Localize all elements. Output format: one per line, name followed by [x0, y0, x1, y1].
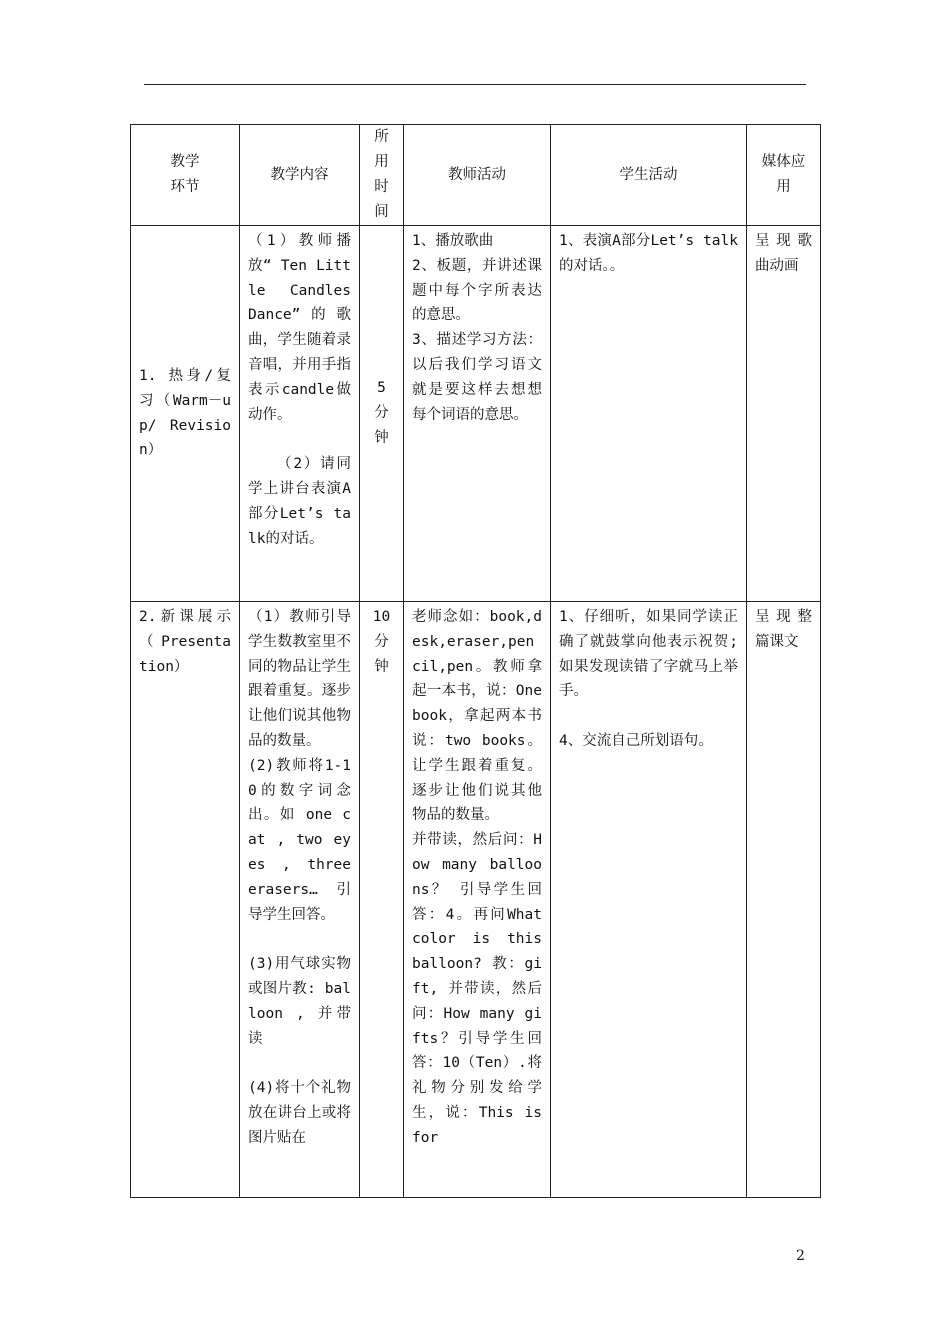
table-row: [131, 602, 821, 1198]
spacer: [248, 927, 351, 952]
table-row: [131, 226, 821, 602]
header-stage-line1: 教学: [170, 154, 200, 171]
header-rule: [144, 84, 806, 85]
header-media-line1: 媒体应: [761, 154, 806, 171]
row2-content-4: (4)将十个礼物放在讲台上或将图片贴在: [248, 1080, 351, 1146]
row1-stage-text: 1. 热身/复习（Warm－up/ Revision）: [139, 367, 231, 459]
header-time-3: 时: [374, 179, 389, 195]
row1-teacher-3: 3、描述学习方法：以后我们学习语文就是要这样去想想每个词语的意思。: [412, 332, 542, 423]
row2-content: [240, 602, 360, 1198]
header-time-4: 间: [374, 203, 389, 220]
header-student: [551, 125, 747, 226]
row1-content-2: （2）请同学上讲台表演A部分Let’s talk的对话。: [248, 456, 351, 547]
header-student-text: 学生活动: [619, 166, 678, 183]
row2-media-text: 呈现整篇课文: [755, 609, 812, 650]
row1-time-text: 5 分 钟: [374, 380, 389, 446]
header-content: [240, 125, 360, 226]
row2-content-1: （1）教师引导学生数教室里不同的物品让学生跟着重复。逐步让他们说其他物品的数量。: [248, 609, 351, 749]
lesson-plan-table: [130, 124, 821, 1198]
row2-teacher-1: 老师念如：book,desk,eraser,pencil,pen。教师拿起一本书，说：One book，拿起两本书说：two books。让学生跟着重复。逐步让他们说其他物品的数量。: [412, 609, 542, 824]
header-stage-line2: 环节: [170, 179, 200, 195]
row2-content-2: (2)教师将1-10的数字词念出。如 one cat , two eyes , three erasers… 引导学生回答。: [248, 757, 351, 923]
row1-teacher-2: 2、板题，并讲述课题中每个字所表达的意思。: [412, 257, 542, 324]
header-content-text: 教学内容: [270, 166, 329, 183]
row2-student: [551, 602, 747, 1198]
row1-content: [240, 226, 360, 602]
row1-teacher-1: 1、播放歌曲: [412, 233, 494, 249]
row1-content-1: （1）教师播放“ Ten Little Candles Dance”的歌曲，学生随着录音唱，并用手指表示candle做动作。: [248, 233, 351, 423]
row2-time-text: 10 分 钟: [372, 609, 391, 675]
header-media-line2: 用: [776, 179, 791, 195]
header-teacher-text: 教师活动: [448, 166, 506, 183]
table-header-row: [131, 125, 821, 226]
row2-teacher: [404, 602, 551, 1198]
header-time-2: 用: [374, 154, 389, 171]
page-number: 2: [796, 1248, 805, 1264]
row1-time: [360, 226, 404, 602]
header-teacher: [404, 125, 551, 226]
header-time-1: 所: [374, 129, 389, 146]
row1-teacher: [404, 226, 551, 602]
row2-media: [747, 602, 821, 1198]
row1-student: [551, 226, 747, 602]
spacer: [248, 427, 351, 452]
header-media: [747, 125, 821, 226]
row2-student-2: 4、交流自己所划语句。: [559, 732, 713, 749]
row2-teacher-2: 并带读，然后问：How many balloons？ 引导学生回答：4。再问What color is this balloon? 教：gift, 并带读，然后问：How many gifts？引导学生回答：10（Ten）.将礼物分别发给学生，说：This is for: [412, 832, 542, 1146]
row2-student-1: 1、仔细听，如果同学读正确了就鼓掌向他表示祝贺;如果发现读错了字就马上举手。: [559, 609, 738, 700]
row1-media-text: 呈现歌曲动画: [755, 233, 812, 274]
row1-media: [747, 226, 821, 602]
header-stage: [131, 125, 240, 226]
spacer: [248, 1051, 351, 1076]
row1-student-1: 1、表演A部分Let’s talk的对话。。: [559, 233, 738, 274]
spacer: [559, 704, 738, 729]
header-time: [360, 125, 404, 226]
row2-content-3: (3)用气球实物或图片教: balloon , 并带读: [248, 956, 351, 1047]
row1-stage: [131, 226, 240, 602]
row2-stage: [131, 602, 240, 1198]
row2-time: [360, 602, 404, 1198]
row2-stage-text: 2.新课展示（Presentation）: [139, 609, 231, 675]
